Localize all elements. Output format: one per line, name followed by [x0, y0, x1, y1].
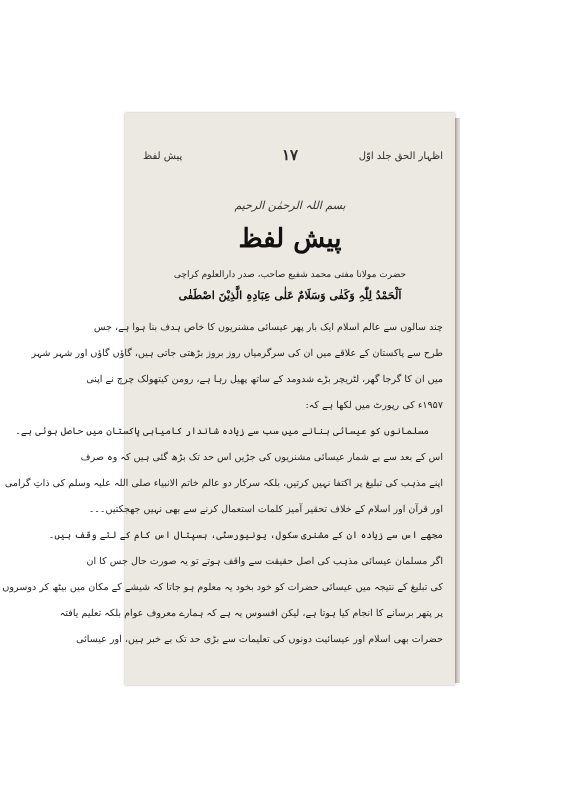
body-line: پر پتھر برسانے کا انجام کیا ہوتا ہے، لیکن افسوس یہ ہے کہ ہمارے معروف عوام بلکہ تعلیم یافتہ [59, 608, 443, 619]
body-line: چند سالوں سے عالم اسلام ایک بار پھر عیسائی مشنریوں کا خاص ہدف بنا ہوا ہے، جس [93, 322, 443, 333]
body-line: اور قرآن اور اسلام کے خلاف تحقیر آمیز کلمات استعمال کرنے سے بھی نہیں جھجکتیں۔۔۔ [88, 504, 443, 515]
body-line: طرح سے پاکستان کے علاقے میں ان کی سرگرمیاں روز بروز بڑھتی جاتی ہیں، گاؤں گاؤں اور شہر شہر [31, 348, 443, 359]
body-line: مجھے اس سے زیادہ ان کے مشنری سکول، یونیورسٹی، ہسپتال اس کام کے لئے وقف ہیں۔ [48, 530, 443, 541]
page-number: ۱۷ [281, 146, 299, 164]
hamd-line: اَلْحَمْدُ لِلّٰہِ وَکَفٰی وَسَلَامٌ عَلٰی عِبَادِہِ الَّذِیْنَ اصْطَفٰی [178, 289, 402, 302]
body-line: اپنے مذہب کی تبلیغ پر اکتفا نہیں کرتیں، بلکہ سرکار دو عالم خاتم الانبیاء صلی اللہ علیہ وسلم کی ذاتِ گرامی [4, 478, 443, 489]
body-line: حضرات بھی اسلام اور عیسائیت دونوں کی تعلیمات سے بڑی حد تک بے خبر ہیں، اور عیسائی [76, 634, 443, 645]
body-line: اس کے بعد سے بے شمار عیسائی مشنریوں کی جڑیں اس حد تک بڑھ گئی ہیں کہ وہ صرف [80, 452, 443, 463]
body-line: ۱۹۵۷ء کی رپورٹ میں لکھا ہے کہ: [305, 400, 443, 411]
page-title: پیش لفظ [238, 224, 342, 254]
running-head-section: پیش لفظ [143, 151, 183, 162]
book-page [2, 113, 455, 685]
author-line: حضرت مولانا مفتی محمد شفیع صاحب، صدر دارالعلوم کراچی [173, 270, 407, 280]
body-line: اگر مسلمان عیسائی مذہب کی اصل حقیقت سے واقف ہوتے تو یہ صورت حال جس کا ان [86, 556, 443, 567]
running-head-book-title: اظہار الحق جلد اوّل [358, 151, 443, 162]
quote-line: مسلمانوں کو عیسائی بنانے میں سب سے زیادہ شاندار کامیابی پاکستان میں حاصل ہوئی ہے۔ [15, 426, 429, 437]
body-line: میں ان کا گرجا گھر، لٹریچر بڑے شدومد کے ساتھ پھیل رہا ہے، رومن کیتھولک چرچ نے اپنی [86, 374, 443, 385]
basmala-calligraphy: بسم اللہ الرحمٰن الرحیم [234, 199, 346, 212]
body-line: کی تبلیغ کے نتیجہ میں عیسائی حضرات کو خود بخود یہ معلوم ہو جاتا کہ شیشے کے مکان میں بیٹھ کر دوسروں [2, 582, 443, 593]
body-text [2, 315, 443, 653]
page-edge-shadow [455, 118, 460, 683]
